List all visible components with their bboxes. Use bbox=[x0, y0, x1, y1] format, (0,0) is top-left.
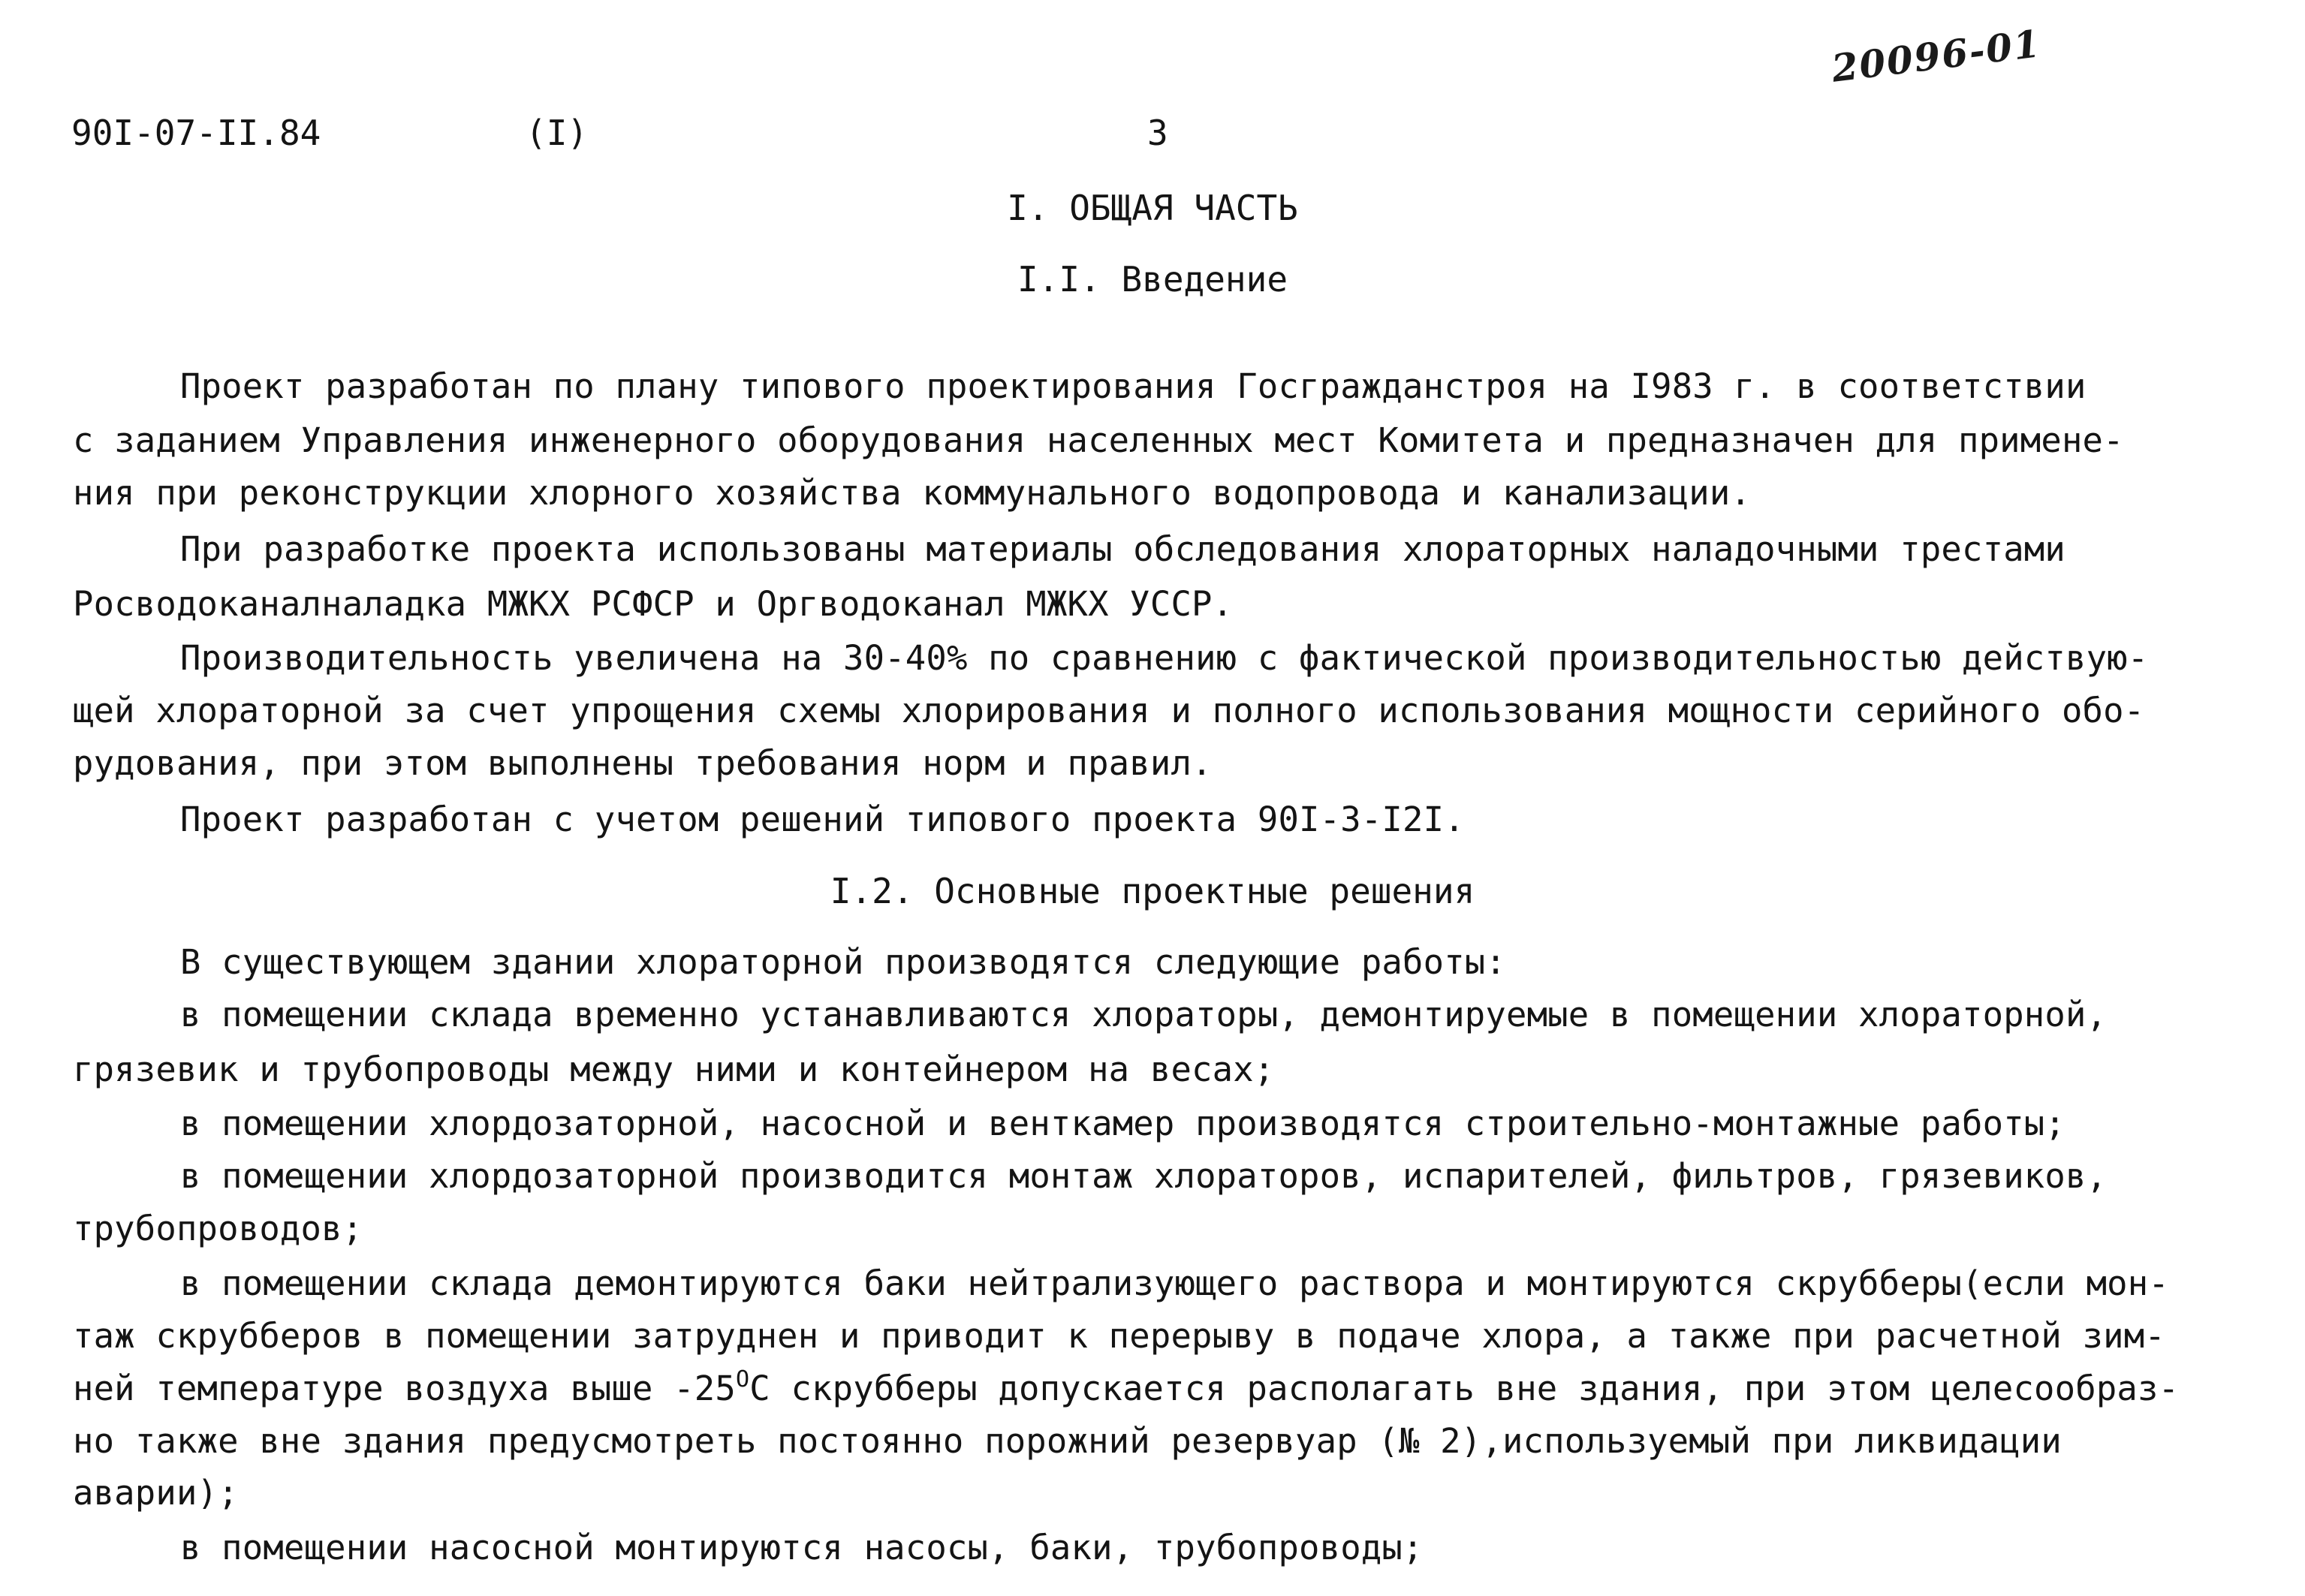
paragraph-line: трубопроводов; bbox=[73, 1209, 363, 1248]
paragraph-line: но также вне здания предусмотреть постоянно порожний резервуар (№ 2),используемый при ликвидации bbox=[73, 1421, 2062, 1461]
paragraph-line: ния при реконструкции хлорного хозяйства коммунального водопровода и канализации. bbox=[73, 473, 1752, 513]
document-code: 90I-07-II.84 bbox=[71, 113, 321, 153]
paragraph-line: При разработке проекта использованы материалы обследования хлораторных наладочными трестами bbox=[180, 529, 2065, 569]
paragraph-line: таж скрубберов в помещении затруднен и приводит к перерыву в подаче хлора, а также при расчетной зим- bbox=[73, 1316, 2165, 1356]
subsection-title-intro: I.I. Введение bbox=[1017, 259, 1288, 300]
paragraph-line: грязевик и трубопроводы между ними и контейнером на весах; bbox=[73, 1049, 1275, 1089]
paragraph-line: В существующем здании хлораторной производятся следующие работы: bbox=[180, 942, 1506, 982]
paragraph-line: Проект разработан с учетом решений типового проекта 90I-3-I2I. bbox=[180, 800, 1465, 839]
paragraph-line: Росводоканалналадка МЖКХ РСФСР и Оргводоканал МЖКХ УССР. bbox=[73, 584, 1234, 624]
page-number: 3 bbox=[1147, 113, 1168, 153]
handwritten-note: 20096-01 bbox=[1829, 21, 2044, 91]
paragraph-line: аварии); bbox=[73, 1473, 239, 1513]
subsection-title-decisions: I.2. Основные проектные решения bbox=[830, 871, 1475, 911]
copy-number: (I) bbox=[526, 113, 589, 153]
paragraph-line: с заданием Управления инженерного оборудования населенных мест Комитета и предназначен для примене- bbox=[73, 420, 2124, 460]
paragraph-line: рудования, при этом выполнены требования норм и правил. bbox=[73, 743, 1213, 783]
paragraph-line: в помещении хлордозаторной производится монтаж хлораторов, испарителей, фильтров, грязевиков, bbox=[180, 1156, 2108, 1196]
paragraph-line: Производительность увеличена на 30-40% по сравнению с фактической производительностью действую- bbox=[180, 638, 2149, 678]
paragraph-line: в помещении хлордозаторной, насосной и венткамер производятся строительно-монтажные работы; bbox=[180, 1104, 2065, 1143]
paragraph-line: ней температуре воздуха выше $-25^OС$ скрубберы допускается располагать вне здания, при этом целесообраз- bbox=[73, 1366, 2180, 1408]
section-title: I. ОБЩАЯ ЧАСТЬ bbox=[1007, 188, 1298, 228]
degree-superscript: O bbox=[736, 1366, 750, 1393]
paragraph-line: Проект разработан по плану типового проектирования Госгражданстроя на I983 г. в соответствии bbox=[180, 366, 2087, 406]
paragraph-line: в помещении склада временно устанавливаются хлораторы, демонтируемые в помещении хлораторной, bbox=[180, 995, 2108, 1034]
paragraph-line: в помещении склада демонтируются баки нейтрализующего раствора и монтируются скрубберы(если мон- bbox=[180, 1263, 2169, 1303]
paragraph-line: щей хлораторной за счет упрощения схемы хлорирования и полного использования мощности серийного обо- bbox=[73, 691, 2145, 730]
paragraph-line: в помещении насосной монтируются насосы, баки, трубопроводы; bbox=[180, 1528, 1424, 1567]
